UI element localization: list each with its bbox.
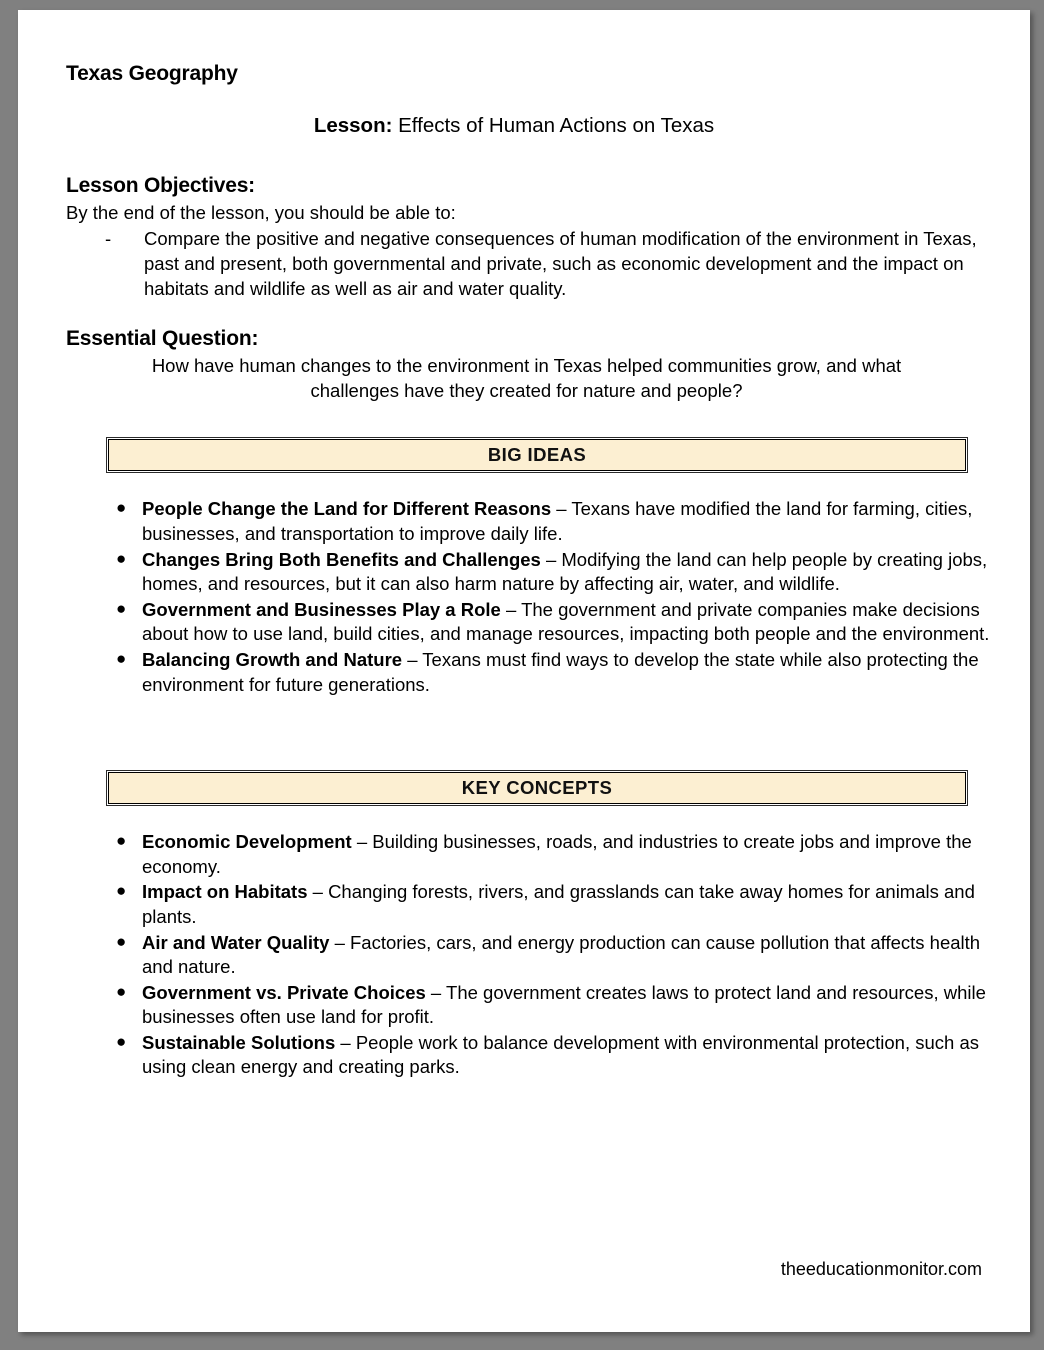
- big-idea-body: – Texans must find ways to develop the state while also protecting the environment for future generations.: [142, 648, 979, 695]
- lesson-objectives-list: [66, 227, 990, 301]
- key-concept-body: – Building businesses, roads, and industries to create jobs and improve the economy.: [142, 831, 972, 877]
- objective-text: Compare the positive and negative consequences of human modification of the environment in Texas, past and present, both governmental and private, such as economic development and the impact on habitats and wildlife as well as air and water quality.: [144, 228, 977, 299]
- big-ideas-list: [66, 497, 990, 697]
- list-item: [66, 1031, 990, 1080]
- list-item: [66, 497, 990, 546]
- bullet-icon: ●: [116, 498, 127, 518]
- lesson-subtitle: [66, 114, 990, 138]
- lesson-title-text: Effects of Human Actions on Texas: [392, 114, 715, 137]
- list-item: [66, 830, 990, 879]
- bullet-icon: ●: [116, 981, 127, 1001]
- key-concepts-banner: [108, 772, 966, 804]
- key-concept-term: Impact on Habitats: [142, 881, 308, 903]
- key-concept-body: – Changing forests, rivers, and grasslands can take away homes for animals and plants.: [142, 881, 975, 927]
- key-concept-body: – People work to balance development with environmental protection, such as using clean energy and creating parks.: [142, 1031, 980, 1078]
- big-idea-term: Balancing Growth and Nature: [142, 648, 403, 670]
- section-spacer: [66, 698, 990, 736]
- key-concept-term: Government vs. Private Choices: [142, 981, 426, 1003]
- bullet-icon: ●: [116, 1031, 127, 1051]
- list-item: [66, 931, 990, 980]
- list-item: [66, 880, 990, 929]
- dash-marker: -: [105, 228, 112, 250]
- key-concepts-banner-label: KEY CONCEPTS: [461, 777, 613, 799]
- lesson-label: Lesson:: [313, 114, 393, 137]
- lesson-objectives-intro: By the end of the lesson, you should be able to:: [66, 202, 456, 223]
- lesson-objectives-heading: Lesson Objectives:: [66, 174, 255, 197]
- bullet-icon: ●: [116, 881, 127, 901]
- page-title: Texas Geography: [66, 62, 238, 85]
- key-concept-term: Economic Development: [142, 831, 352, 853]
- bullet-icon: ●: [116, 548, 127, 568]
- footer-site-url: theeducationmonitor.com: [780, 1259, 982, 1279]
- document-page: [18, 10, 1030, 1332]
- key-concept-term: Air and Water Quality: [142, 931, 330, 953]
- list-item: [66, 648, 990, 697]
- list-item: [66, 548, 990, 597]
- bullet-icon: ●: [116, 931, 127, 951]
- key-concepts-list: [66, 830, 990, 1080]
- essential-question-text: How have human changes to the environment in Texas helped communities grow, and what challenges have they created for nature and people?: [151, 355, 902, 401]
- big-idea-term: Government and Businesses Play a Role: [142, 598, 501, 620]
- bullet-icon: ●: [116, 831, 127, 851]
- big-idea-body: – The government and private companies make decisions about how to use land, build cities, and manage resources, impacting both people and the environment.: [142, 598, 990, 645]
- big-idea-term: Changes Bring Both Benefits and Challenges: [142, 548, 541, 570]
- big-idea-body: – Modifying the land can help people by creating jobs, homes, and resources, but it can also harm nature by affecting air, water, and wildlife.: [142, 548, 988, 595]
- key-concept-body: – The government creates laws to protect land and resources, while businesses often use land for profit.: [142, 981, 986, 1028]
- bullet-icon: ●: [116, 598, 127, 618]
- big-idea-body: – Texans have modified the land for farming, cities, businesses, and transportation to improve daily life.: [142, 498, 973, 544]
- bullet-icon: ●: [116, 648, 127, 668]
- big-idea-term: People Change the Land for Different Reasons: [142, 498, 552, 520]
- list-item: [66, 227, 990, 301]
- list-item: [66, 598, 990, 647]
- key-concept-term: Sustainable Solutions: [142, 1031, 336, 1053]
- big-ideas-banner: [108, 439, 966, 471]
- big-ideas-banner-label: BIG IDEAS: [487, 444, 587, 466]
- essential-question-heading: Essential Question:: [66, 327, 259, 351]
- document-content: [66, 62, 990, 1081]
- key-concept-body: – Factories, cars, and energy production can cause pollution that affects health and nature.: [142, 931, 981, 978]
- list-item: [66, 981, 990, 1030]
